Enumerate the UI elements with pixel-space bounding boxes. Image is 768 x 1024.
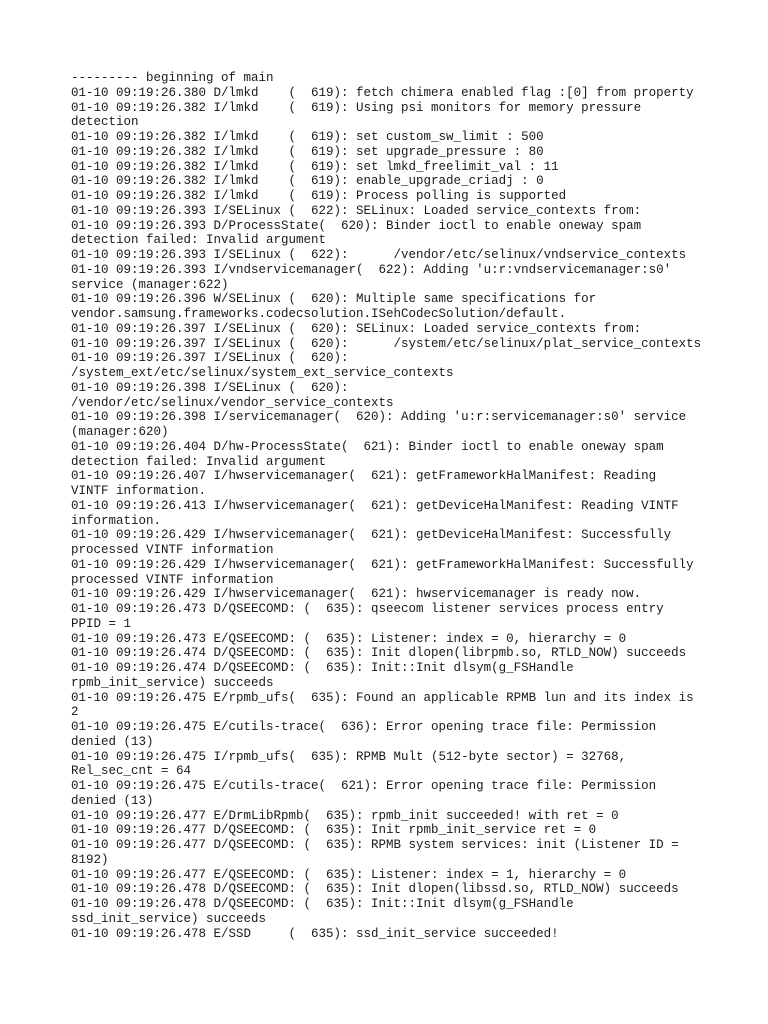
log-line: 01-10 09:19:26.380 D/lmkd ( 619): fetch chimera enabled flag :[0] from property xyxy=(71,85,694,100)
log-line: vendor.samsung.frameworks.codecsolution.ISehCodecSolution/default. xyxy=(71,307,567,321)
log-line: 01-10 09:19:26.397 I/SELinux ( 620): /system/etc/selinux/plat_service_contexts xyxy=(71,336,702,351)
log-line: 01-10 09:19:26.393 I/SELinux ( 622): SELinux: Loaded service_contexts from: xyxy=(71,203,642,218)
log-line: service (manager:622) xyxy=(71,277,229,292)
log-line: information. xyxy=(71,513,162,528)
log-line: 01-10 09:19:26.382 I/lmkd ( 619): Process polling is supported xyxy=(71,189,567,203)
log-line: 01-10 09:19:26.382 I/lmkd ( 619): set custom_sw_limit : 500 xyxy=(71,130,544,144)
log-line: 01-10 09:19:26.477 D/QSEECOMD: ( 635): RPMB system services: init (Listener ID = xyxy=(71,838,679,852)
log-line: 01-10 09:19:26.397 I/SELinux ( 620): xyxy=(71,351,349,366)
log-line: (manager:620) xyxy=(71,425,169,439)
log-line: 01-10 09:19:26.478 D/QSEECOMD: ( 635): Init dlopen(libssd.so, RTLD_NOW) succeeds xyxy=(71,882,679,897)
log-line: 01-10 09:19:26.404 D/hw-ProcessState( 621): Binder ioctl to enable oneway spam xyxy=(71,439,664,454)
log-line: 01-10 09:19:26.382 I/lmkd ( 619): set lmkd_freelimit_val : 11 xyxy=(71,159,559,174)
log-line: detection xyxy=(71,115,139,130)
log-line: 01-10 09:19:26.407 I/hwservicemanager( 621): getFrameworkHalManifest: Reading xyxy=(71,469,657,484)
log-line: 01-10 09:19:26.473 E/QSEECOMD: ( 635): Listener: index = 0, hierarchy = 0 xyxy=(71,631,627,646)
log-line: 01-10 09:19:26.477 E/DrmLibRpmb( 635): rpmb_init succeeded! with ret = 0 xyxy=(71,808,619,823)
log-line: 01-10 09:19:26.474 D/QSEECOMD: ( 635): Init::Init dlsym(g_FSHandle xyxy=(71,661,574,675)
log-line: 01-10 09:19:26.475 E/cutils-trace( 621): Error opening trace file: Permission xyxy=(71,779,657,793)
log-line: 01-10 09:19:26.477 D/QSEECOMD: ( 635): Init rpmb_init_service ret = 0 xyxy=(71,823,597,838)
log-line: 01-10 09:19:26.477 E/QSEECOMD: ( 635): Listener: index = 1, hierarchy = 0 xyxy=(71,867,627,882)
log-line: 01-10 09:19:26.398 I/SELinux ( 620): xyxy=(71,380,349,395)
log-line: Rel_sec_cnt = 64 xyxy=(71,764,192,779)
log-line: processed VINTF information xyxy=(71,543,274,557)
log-line: denied (13) xyxy=(71,734,154,749)
log-line: detection failed: Invalid argument xyxy=(71,233,327,248)
log-line: rpmb_init_service) succeeds xyxy=(71,675,274,690)
log-line: 01-10 09:19:26.474 D/QSEECOMD: ( 635): Init dlopen(librpmb.so, RTLD_NOW) succeeds xyxy=(71,646,687,661)
log-line: /vendor/etc/selinux/vendor_service_contexts xyxy=(71,395,394,410)
log-line: 01-10 09:19:26.393 I/SELinux ( 622): /vendor/etc/selinux/vndservice_contexts xyxy=(71,248,687,262)
log-line: PPID = 1 xyxy=(71,616,132,631)
log-line: 01-10 09:19:26.398 I/servicemanager( 620): Adding 'u:r:servicemanager:s0' service xyxy=(71,410,687,425)
log-line: 01-10 09:19:26.393 I/vndservicemanager( 622): Adding 'u:r:vndservicemanager:s0' xyxy=(71,262,672,277)
log-line: 01-10 09:19:26.382 I/lmkd ( 619): enable_upgrade_criadj : 0 xyxy=(71,174,544,189)
log-line: /system_ext/etc/selinux/system_ext_service_contexts xyxy=(71,366,454,380)
log-line: VINTF information. xyxy=(71,484,207,498)
log-line: processed VINTF information xyxy=(71,572,274,587)
log-line: 01-10 09:19:26.393 D/ProcessState( 620): Binder ioctl to enable oneway spam xyxy=(71,218,642,233)
log-line: 01-10 09:19:26.429 I/hwservicemanager( 621): getDeviceHalManifest: Successfully xyxy=(71,528,672,543)
log-line: 01-10 09:19:26.382 I/lmkd ( 619): Using psi monitors for memory pressure xyxy=(71,100,642,115)
log-line: 01-10 09:19:26.397 I/SELinux ( 620): SELinux: Loaded service_contexts from: xyxy=(71,321,642,336)
log-line: --------- beginning of main xyxy=(71,71,274,85)
log-line: 01-10 09:19:26.413 I/hwservicemanager( 621): getDeviceHalManifest: Reading VINTF xyxy=(71,498,679,513)
log-line: detection failed: Invalid argument xyxy=(71,454,327,469)
log-line: 01-10 09:19:26.475 I/rpmb_ufs( 635): RPMB Mult (512-byte sector) = 32768, xyxy=(71,749,627,764)
log-line: 01-10 09:19:26.396 W/SELinux ( 620): Multiple same specifications for xyxy=(71,292,597,307)
log-line: 01-10 09:19:26.473 D/QSEECOMD: ( 635): qseecom listener services process entry xyxy=(71,602,664,616)
log-line: 01-10 09:19:26.475 E/cutils-trace( 636): Error opening trace file: Permission xyxy=(71,720,657,734)
log-text-block xyxy=(71,71,711,941)
log-line: 8192) xyxy=(71,852,109,867)
log-line: 2 xyxy=(71,705,79,720)
log-line: denied (13) xyxy=(71,793,154,808)
log-line: 01-10 09:19:26.382 I/lmkd ( 619): set upgrade_pressure : 80 xyxy=(71,144,544,159)
log-line: 01-10 09:19:26.478 D/QSEECOMD: ( 635): Init::Init dlsym(g_FSHandle xyxy=(71,897,574,911)
log-line: 01-10 09:19:26.429 I/hwservicemanager( 621): hwservicemanager is ready now. xyxy=(71,587,642,602)
log-line: 01-10 09:19:26.475 E/rpmb_ufs( 635): Found an applicable RPMB lun and its index is xyxy=(71,690,694,705)
log-line: 01-10 09:19:26.478 E/SSD ( 635): ssd_init_service succeeded! xyxy=(71,926,559,941)
log-line: ssd_init_service) succeeds xyxy=(71,911,267,926)
log-line: 01-10 09:19:26.429 I/hwservicemanager( 621): getFrameworkHalManifest: Successfully xyxy=(71,557,694,572)
